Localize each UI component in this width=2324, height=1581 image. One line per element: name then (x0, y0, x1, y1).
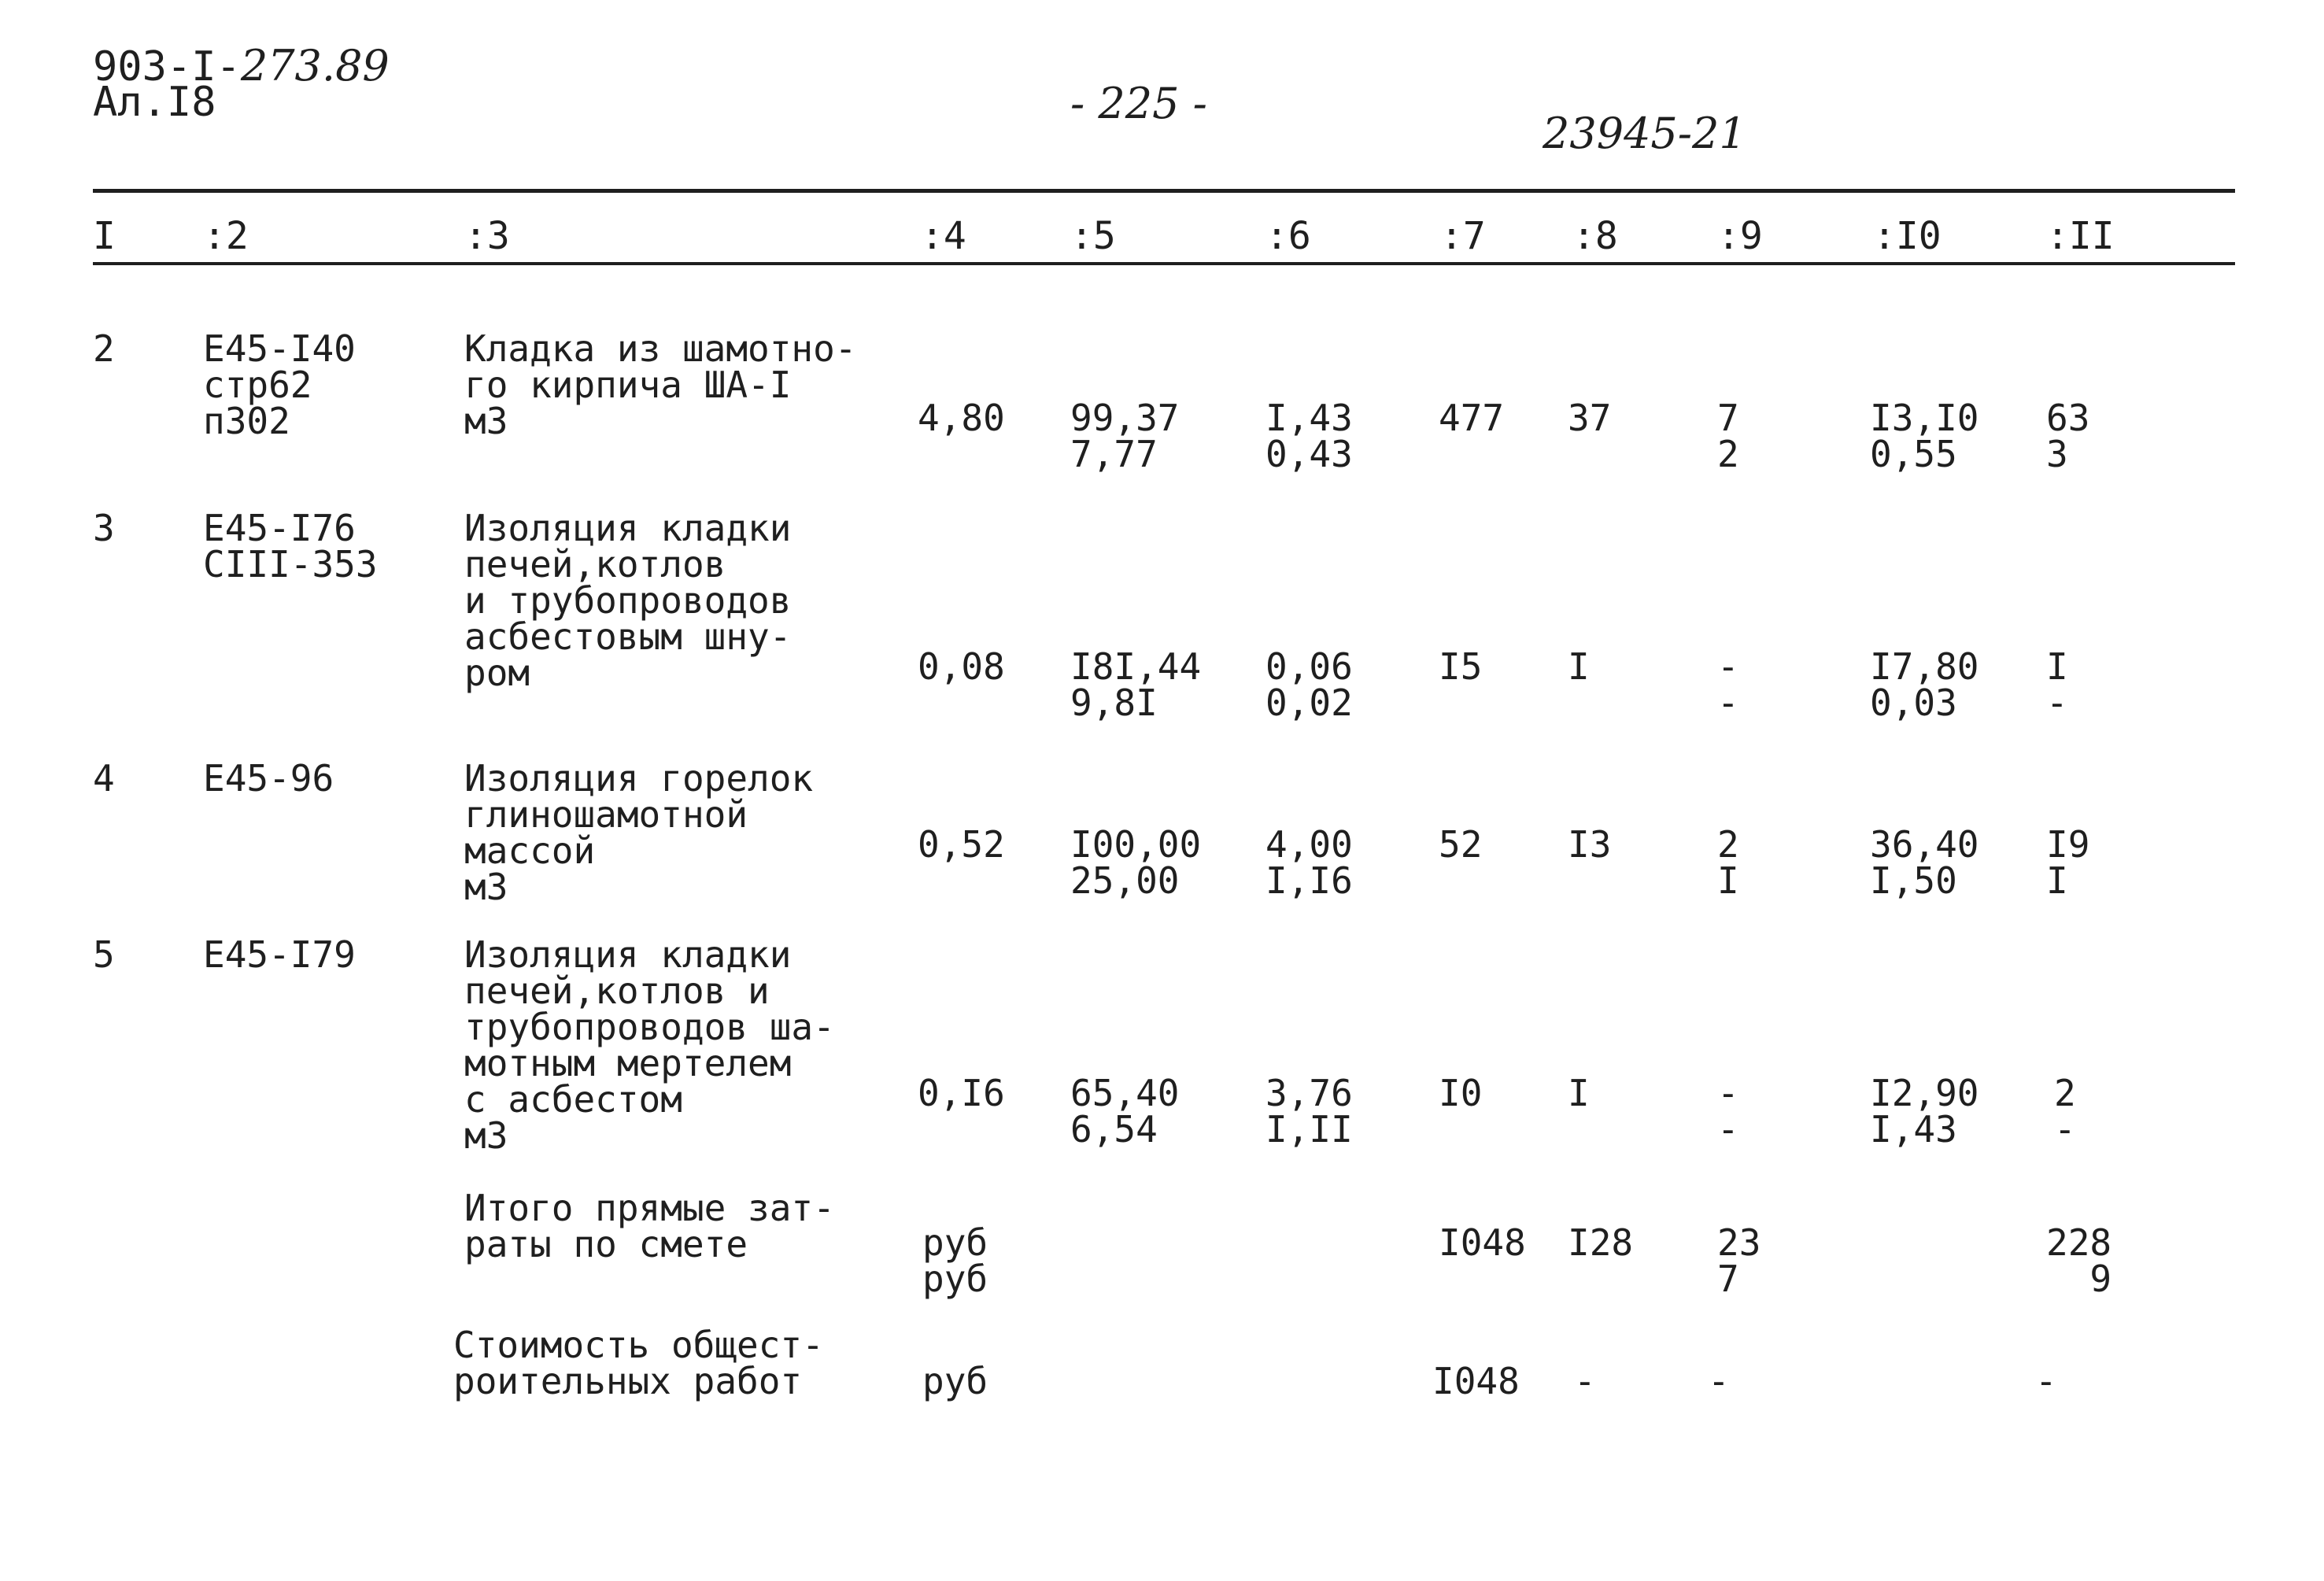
general-works-labor: - (2035, 1360, 2057, 1402)
column-header-1: I (93, 214, 116, 258)
labor-total: 2 - (2054, 1072, 2076, 1151)
quantity: 0,52 (918, 823, 1005, 866)
labor-total: I - (2046, 645, 2068, 724)
labor-unit: 36,40 I,50 (1870, 823, 1979, 902)
unit-cost: I8I,44 9,8I (1070, 645, 1202, 724)
total-machines: - - (1717, 1072, 1739, 1151)
table-top-rule (93, 189, 2235, 193)
page-number: - 225 - (1070, 79, 1207, 128)
document-code-handwritten: 273.89 (240, 41, 390, 91)
unit-cost: I00,00 25,00 (1070, 823, 1202, 902)
column-header-9: :9 (1717, 214, 1763, 258)
norm-code: Е45-I79 (203, 933, 356, 976)
work-description: Изоляция кладки печей,котлов и трубопроводов ша- мотным мертелем с асбестом м3 (464, 933, 835, 1157)
total-wages: I (1568, 1072, 1590, 1114)
total-cost: 52 (1439, 823, 1483, 866)
general-works-wages: - (1574, 1360, 1596, 1402)
work-description: Изоляция горелок глиношамотной массой м3 (464, 757, 814, 908)
totals-machines: 23 7 (1717, 1221, 1761, 1300)
general-works-unit: руб (922, 1360, 988, 1402)
album-label: Ал.I8 (93, 79, 216, 126)
total-cost: I0 (1439, 1072, 1483, 1114)
total-cost: I5 (1439, 645, 1483, 688)
unit-cost: 99,37 7,77 (1070, 397, 1180, 475)
total-wages: 37 (1568, 397, 1612, 439)
labor-total: 63 3 (2046, 397, 2090, 475)
row-number: 3 (93, 507, 115, 549)
column-header-3: :3 (464, 214, 510, 258)
total-machines: 7 2 (1717, 397, 1739, 475)
labor-unit: I3,I0 0,55 (1870, 397, 1979, 475)
total-machines: 2 I (1717, 823, 1739, 902)
total-wages: I3 (1568, 823, 1612, 866)
column-header-10: :I0 (1873, 214, 1942, 258)
column-header-6: :6 (1265, 214, 1311, 258)
total-wages: I (1568, 645, 1590, 688)
column-header-4: :4 (921, 214, 966, 258)
general-works-label: Стоимость общест- роительных работ (453, 1324, 824, 1402)
column-header-8: :8 (1572, 214, 1618, 258)
column-header-11: :II (2046, 214, 2115, 258)
totals-wages: I28 (1568, 1221, 1634, 1264)
table-header-rule (93, 262, 2235, 265)
totals-unit: руб руб (922, 1221, 988, 1300)
labor-unit: I2,90 I,43 (1870, 1072, 1979, 1151)
document-code-printed: 903-I- (93, 43, 241, 91)
general-works-machines: - (1708, 1360, 1730, 1402)
quantity: 0,08 (918, 645, 1005, 688)
labor-unit: I7,80 0,03 (1870, 645, 1979, 724)
quantity: 4,80 (918, 397, 1005, 439)
norm-code: Е45-I76 СIII-353 (203, 507, 378, 585)
quantity: 0,I6 (918, 1072, 1005, 1114)
row-number: 4 (93, 757, 115, 800)
column-header-2: :2 (203, 214, 249, 258)
inventory-number: 23945-21 (1543, 109, 1746, 158)
row-number: 2 (93, 327, 115, 370)
unit-cost: 65,40 6,54 (1070, 1072, 1180, 1151)
totals-label: Итого прямые зат- раты по смете (464, 1187, 835, 1265)
totals-labor: 228 9 (2046, 1221, 2112, 1300)
column-header-7: :7 (1440, 214, 1486, 258)
column-header-5: :5 (1070, 214, 1116, 258)
unit-machine-cost: 3,76 I,II (1265, 1072, 1353, 1151)
row-number: 5 (93, 933, 115, 976)
norm-code: Е45-I40 стр62 п302 (203, 327, 356, 442)
unit-machine-cost: I,43 0,43 (1265, 397, 1353, 475)
total-machines: - - (1717, 645, 1739, 724)
labor-total: I9 I (2046, 823, 2090, 902)
unit-machine-cost: 4,00 I,I6 (1265, 823, 1353, 902)
general-works-total-cost: I048 (1432, 1360, 1520, 1402)
work-description: Кладка из шамотно- го кирпича ША-I м3 (464, 327, 857, 442)
work-description: Изоляция кладки печей,котлов и трубопроводов асбестовым шну- ром (464, 507, 792, 694)
totals-total-cost: I048 (1439, 1221, 1526, 1264)
norm-code: Е45-96 (203, 757, 334, 800)
total-cost: 477 (1439, 397, 1505, 439)
unit-machine-cost: 0,06 0,02 (1265, 645, 1353, 724)
